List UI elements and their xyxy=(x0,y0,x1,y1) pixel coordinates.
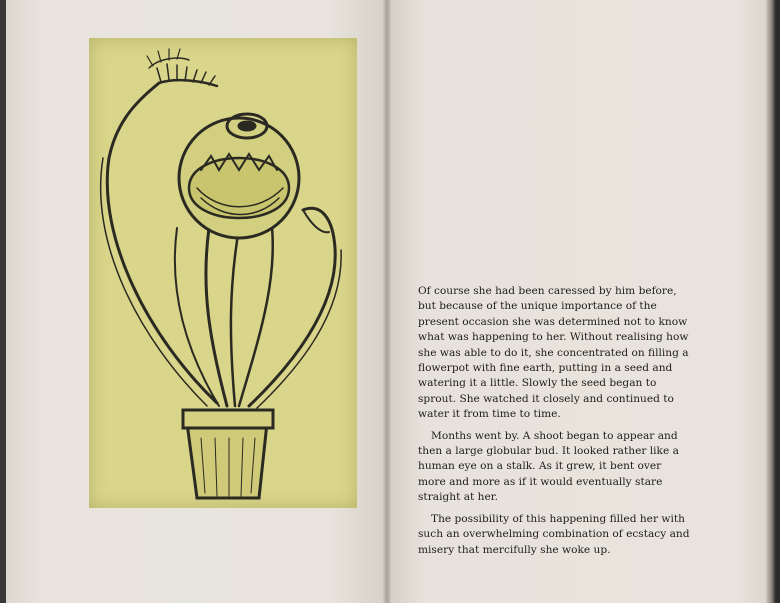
eye-plant-illustration xyxy=(89,38,357,508)
page-edge xyxy=(766,0,780,603)
paragraph: The possibility of this happening filled her with such an overwhelming combination of ecstacy and misery that mercifully she woke up. xyxy=(418,512,690,556)
paragraph: Of course she had been caressed by him before, but because of the unique importance of the present occasion she was determined not to know what was happening to her. Without realising how she was able to do it, she concentrated on filling a flowerpot with fine earth, putting in a seed and watering it a little. Slowly the seed began to sprout. She watched it closely and continued to water it from time to time. xyxy=(418,285,689,421)
book-gutter xyxy=(383,0,391,603)
paragraph: Months went by. A shoot began to appear and then a large globular bud. It looked rather like a human eye on a stalk. As it grew, it bent over more and more as if it would eventually stare straight at her. xyxy=(418,429,679,504)
story-text xyxy=(418,284,690,564)
illustration-plate xyxy=(89,38,357,508)
